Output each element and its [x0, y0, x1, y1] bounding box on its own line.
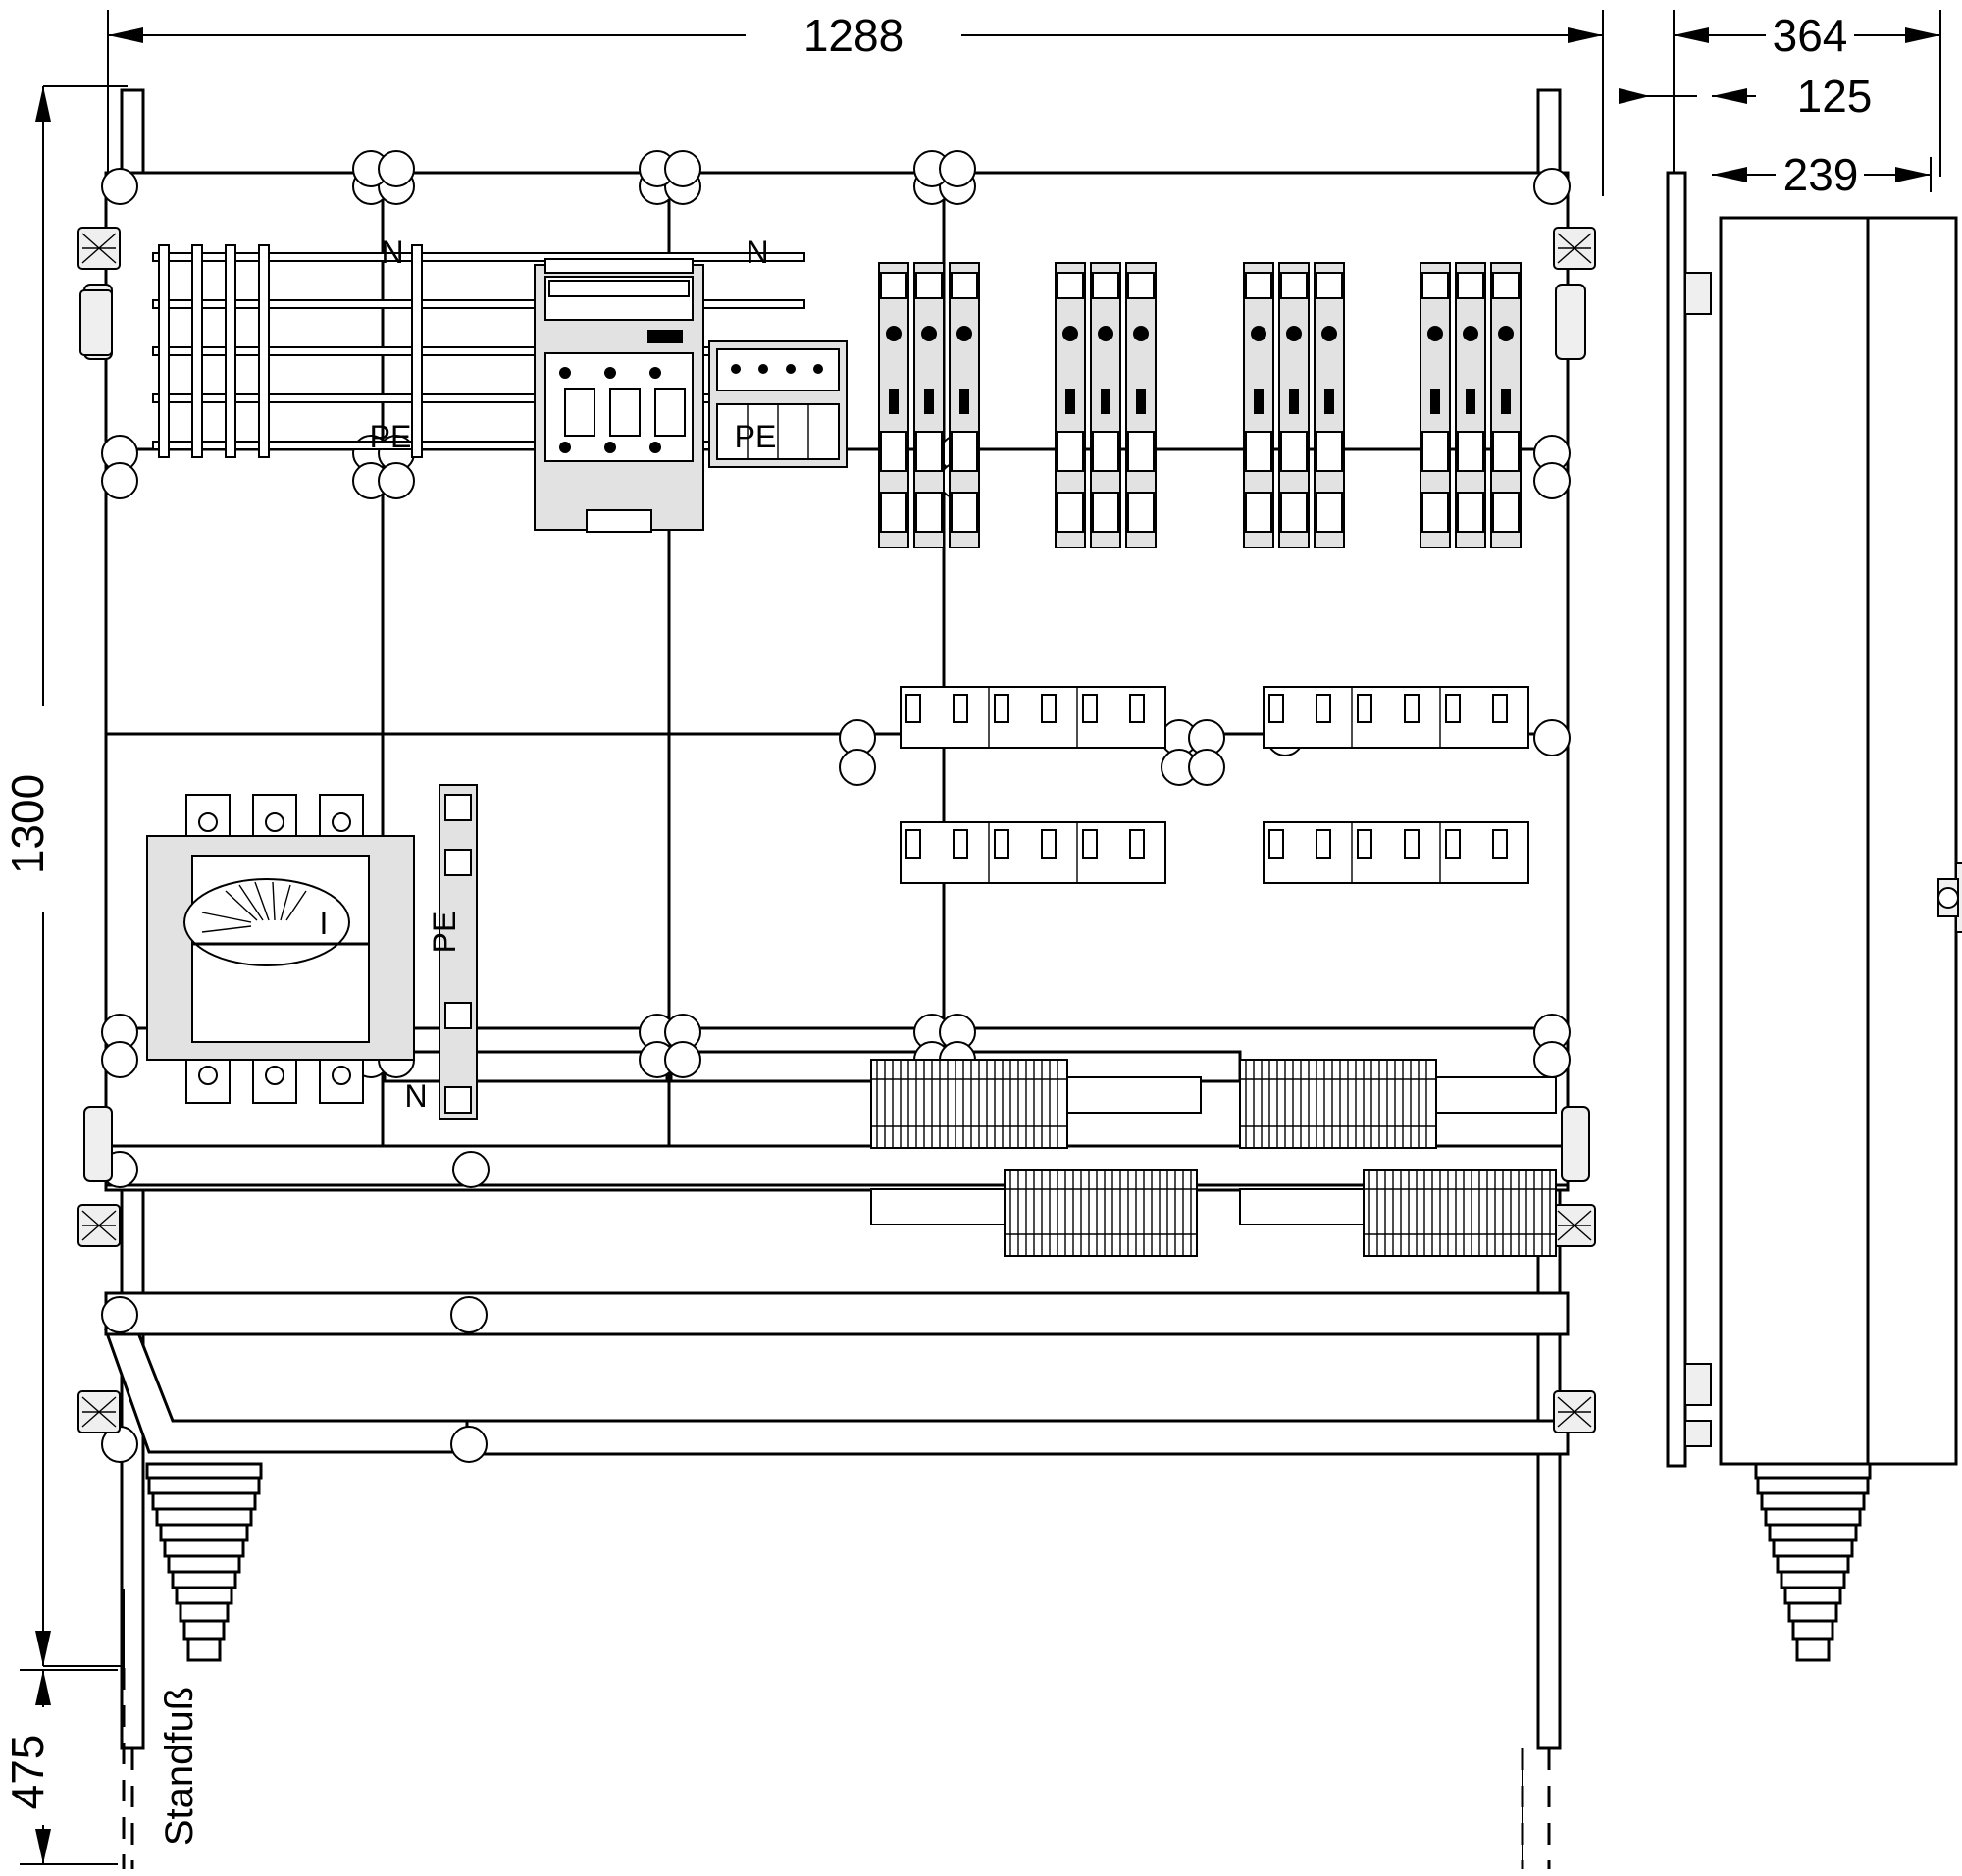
dimension-side-mid: [1712, 149, 1931, 200]
label-n-field1: N: [381, 234, 404, 270]
hinge-right: [1562, 1107, 1589, 1181]
dimension-overall-width: [108, 10, 1603, 196]
base-foot-side: [1756, 1464, 1870, 1660]
main-load-break-switch: [147, 795, 414, 1103]
dim-side-small-text: 125: [1796, 71, 1873, 122]
lock-right-bottom: [1554, 1205, 1595, 1246]
dim-height-text: 1300: [2, 773, 53, 875]
dim-overall-width-text: 1288: [802, 10, 904, 61]
base-plinth: [78, 1293, 1595, 1462]
lock-left-top: [78, 228, 120, 269]
hinge-left-top: [80, 290, 112, 355]
lock-right-top: [1554, 228, 1595, 269]
dim-side-mid-text: 239: [1782, 149, 1859, 200]
label-n-field2: N: [746, 234, 769, 270]
lock-left-bottom: [78, 1205, 120, 1246]
dimension-base-height: [2, 1670, 118, 1864]
dim-side-depth-text: 364: [1772, 10, 1848, 61]
dim-base-height-text: 475: [2, 1734, 53, 1810]
label-pe-field1: PE: [369, 419, 412, 454]
lock-plinth-left: [78, 1391, 120, 1433]
label-switch-position: I: [319, 906, 329, 941]
label-base-foot: Standfuß: [158, 1686, 201, 1847]
label-pe-field2: PE: [734, 419, 777, 454]
label-pe-bar: PE: [427, 911, 462, 954]
lock-plinth-right: [1554, 1391, 1595, 1433]
dimension-side-small: [1619, 71, 1872, 122]
enclosure-side-view: [1668, 173, 1962, 1660]
label-n-bar: N: [404, 1078, 428, 1114]
